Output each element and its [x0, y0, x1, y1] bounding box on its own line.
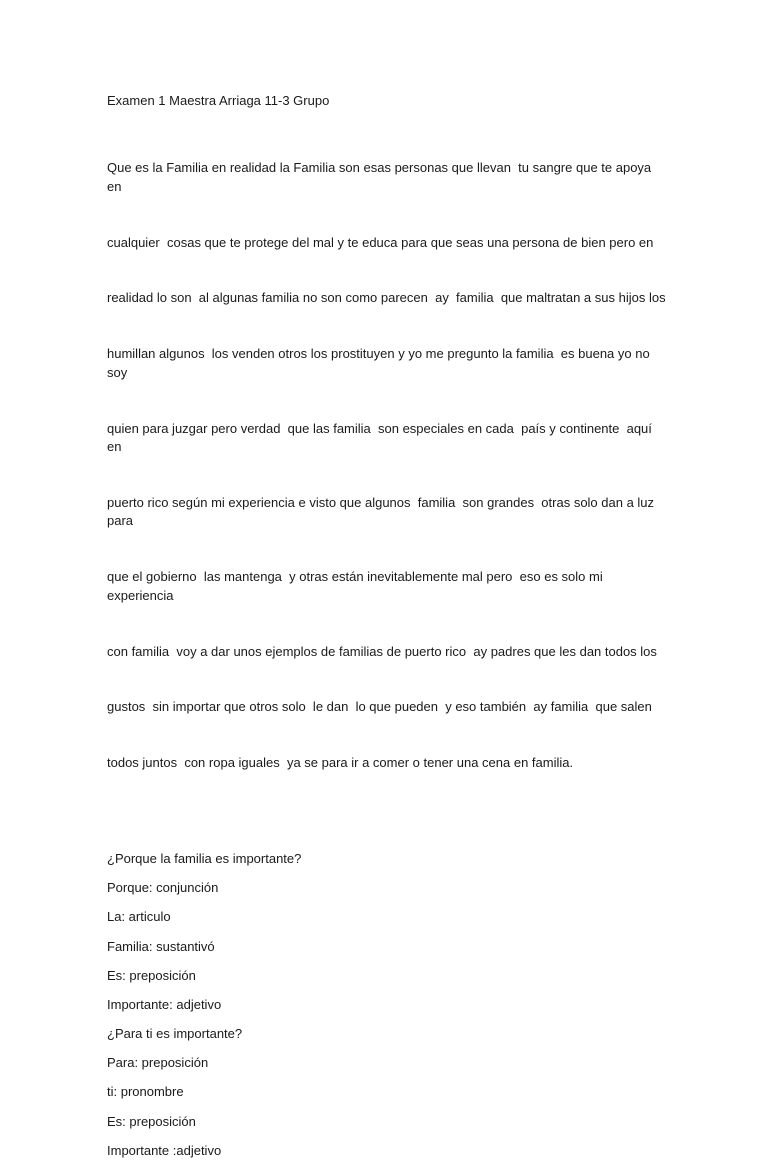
- paragraph-line: realidad lo son al algunas familia no son como parecen ay familia que maltratan a sus hijos los: [107, 290, 666, 306]
- grammar-line: Familia: sustantivó: [107, 938, 215, 954]
- grammar-list: [107, 850, 667, 1160]
- grammar-line: Para: preposición: [107, 1055, 209, 1071]
- paragraph-line: con familia voy a dar unos ejemplos de familias de puerto rico ay padres que les dan todos los: [107, 643, 657, 659]
- essay-paragraph: [107, 122, 667, 810]
- paragraph-line: todos juntos con ropa iguales ya se para ir a comer o tener una cena en familia.: [107, 755, 574, 771]
- question-line: ¿Porque la familia es importante?: [107, 850, 302, 866]
- grammar-line: Es: preposición: [107, 967, 196, 983]
- grammar-line: Importante: adjetivo: [107, 996, 222, 1012]
- paragraph-line: que el gobierno las mantenga y otras están inevitablemente mal pero eso es solo mi experiencia: [107, 569, 607, 603]
- grammar-line: Es: preposición: [107, 1113, 196, 1129]
- grammar-line: La: articulo: [107, 909, 171, 925]
- grammar-line: Porque: conjunción: [107, 880, 219, 896]
- paragraph-line: puerto rico según mi experiencia e visto que algunos familia son grandes otras solo dan a luz para: [107, 494, 658, 529]
- question-line: ¿Para ti es importante?: [107, 1026, 243, 1042]
- paragraph-line: cualquier cosas que te protege del mal y te educa para que seas una persona de bien pero en: [107, 234, 654, 250]
- paragraph-line: quien para juzgar pero verdad que las familia son especiales en cada país y continente aquí en: [107, 420, 656, 455]
- paragraph-line: gustos sin importar que otros solo le dan lo que pueden y eso también ay familia que salen: [107, 699, 652, 715]
- paragraph-line: Que es la Familia en realidad la Familia son esas personas que llevan tu sangre que te apoya en: [107, 160, 655, 194]
- document-page: [107, 92, 667, 1171]
- paragraph-line: humillan algunos los venden otros los prostituyen y yo me pregunto la familia es buena yo no soy: [107, 346, 654, 380]
- grammar-line: Importante :adjetivo: [107, 1142, 222, 1158]
- document-title: Examen 1 Maestra Arriaga 11-3 Grupo: [107, 93, 330, 108]
- grammar-line: ti: pronombre: [107, 1084, 184, 1100]
- blank-space: [107, 810, 667, 850]
